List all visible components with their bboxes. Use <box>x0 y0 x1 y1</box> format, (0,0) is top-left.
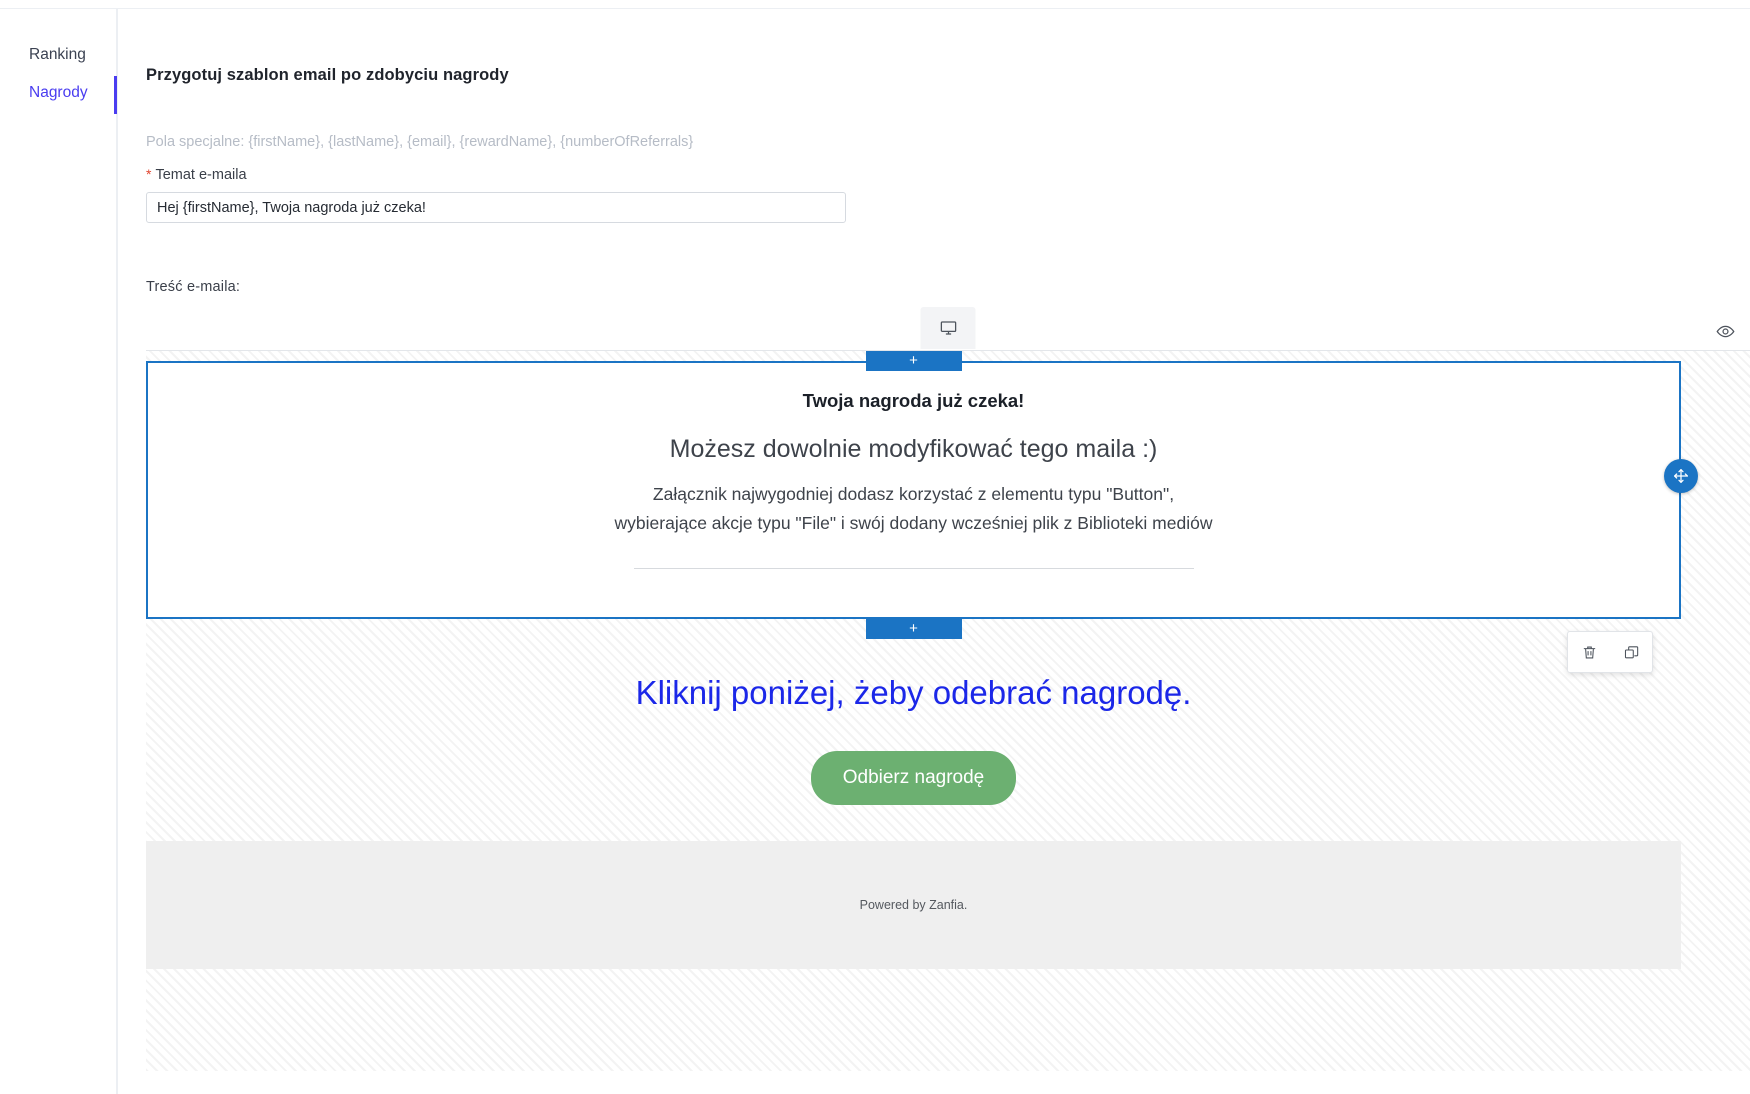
block-tools-popover <box>1567 631 1653 673</box>
subject-label-text: Temat e-maila <box>155 167 247 184</box>
add-block-button-top[interactable]: + <box>866 351 962 371</box>
email-footer-band <box>146 841 1681 969</box>
sidebar-item-label: Ranking <box>29 46 86 63</box>
sidebar-item-nagrody[interactable] <box>0 74 116 112</box>
email-subheading: Możesz dowolnie modyfikować tego maila :) <box>669 435 1158 464</box>
sidebar <box>0 0 117 1094</box>
desktop-icon[interactable] <box>921 307 976 349</box>
top-hairline <box>0 0 1750 9</box>
email-heading: Twoja nagroda już czeka! <box>802 390 1025 412</box>
email-divider <box>634 568 1194 569</box>
email-footer-text: Powered by Zanfia. <box>859 898 968 913</box>
move-icon[interactable] <box>1664 459 1698 493</box>
copy-icon[interactable] <box>1619 640 1643 664</box>
main-panel <box>117 0 1750 1094</box>
sidebar-item-label: Nagrody <box>29 84 88 101</box>
email-canvas-inner <box>146 351 1681 969</box>
email-paragraph: Załącznik najwygodniej dodasz korzystać z elementu typu "Button", wybierające akcje typu "File" i swój dodany wcześniej plik z Biblioteki mediów <box>614 484 1213 534</box>
email-headline: Kliknij poniżej, żeby odebrać nagrodę. <box>635 674 1192 712</box>
editor-toolbar <box>146 312 1750 351</box>
page-title: Przygotuj szablon email po zdobyciu nagrody <box>146 66 509 85</box>
subject-field-label <box>118 150 1750 183</box>
email-canvas <box>146 351 1750 1071</box>
add-block-button-middle[interactable]: + <box>866 619 962 639</box>
required-marker: * <box>146 166 152 183</box>
trash-icon[interactable] <box>1577 640 1601 664</box>
email-subject-input[interactable] <box>146 192 846 223</box>
body-field-label: Treść e-maila: <box>146 279 241 296</box>
selected-email-block[interactable] <box>146 361 1681 619</box>
eye-icon[interactable] <box>1710 316 1740 346</box>
email-editor <box>118 312 1750 1071</box>
sidebar-item-ranking[interactable] <box>0 36 116 74</box>
cta-container <box>146 717 1681 805</box>
special-fields-hint: Pola specjalne: {firstName}, {lastName}, {email}, {rewardName}, {numberOfReferrals} <box>146 134 694 151</box>
claim-reward-button[interactable]: Odbierz nagrodę <box>811 751 1017 805</box>
